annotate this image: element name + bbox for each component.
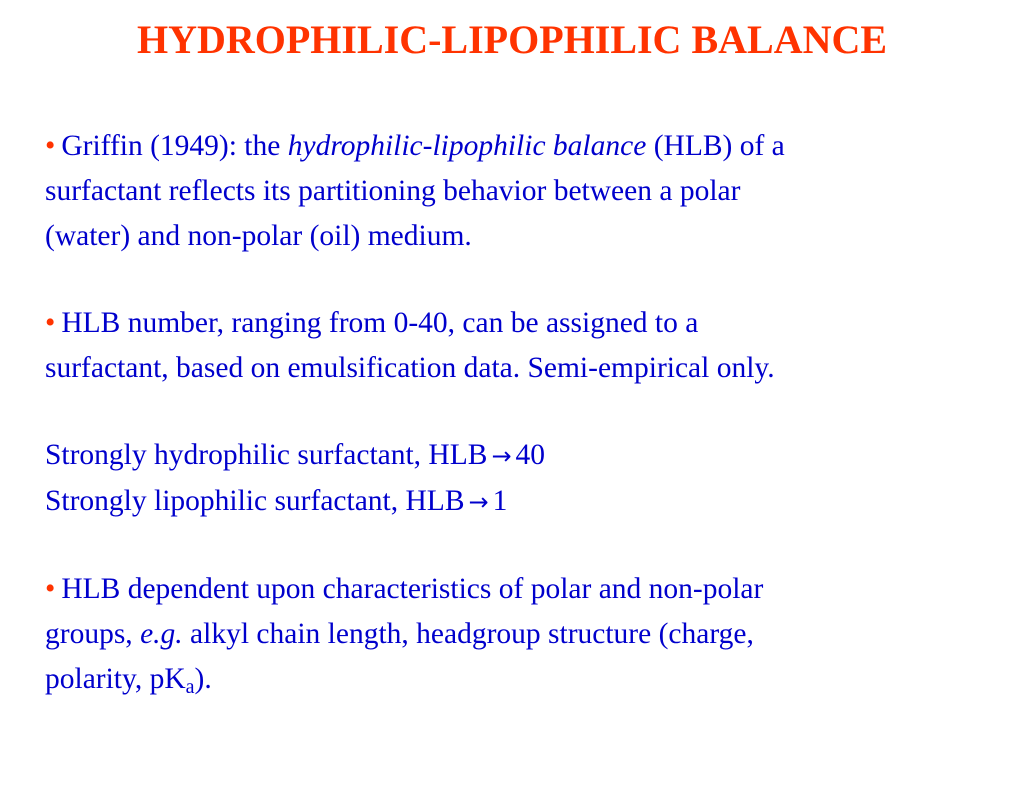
polarity-text: polarity, pK xyxy=(45,663,186,695)
eg-abbrev: e.g. xyxy=(140,618,183,650)
hydrophilic-label: Strongly hydrophilic surfactant, HLB xyxy=(45,439,488,471)
bullet-griffin-text-a: Griffin (1949): the xyxy=(61,130,281,162)
bullet-griffin-line-2: surfactant reflects its partitioning behavior between a polar xyxy=(45,175,741,207)
arrow-right-icon: → xyxy=(491,442,512,470)
hydrophilic-value: 40 xyxy=(515,439,546,471)
bullet-hlb-dependence-line-1 xyxy=(45,567,995,612)
arrow-right-icon: → xyxy=(468,488,489,516)
bullet-hlb-number-text: HLB number, ranging from 0-40, can be assigned to a xyxy=(61,307,699,339)
bullet-dot: • xyxy=(45,130,56,162)
lipophilic-label: Strongly lipophilic surfactant, HLB xyxy=(45,485,465,517)
polarity-close: ). xyxy=(194,663,212,695)
bullet-griffin-text-b: (HLB) of a xyxy=(653,130,785,162)
lipophilic-value: 1 xyxy=(492,485,508,517)
groups-detail: alkyl chain length, headgroup structure (charge, xyxy=(190,618,754,650)
bullet-dot: • xyxy=(45,307,56,339)
groups-text: groups, xyxy=(45,618,133,650)
slide-body xyxy=(45,124,995,702)
bullet-hlb-number xyxy=(45,301,995,391)
bullet-hlb-dependence-line-3 xyxy=(45,657,995,702)
pka-subscript: a xyxy=(185,676,195,698)
hlb-scale xyxy=(45,433,995,525)
bullet-dot: • xyxy=(45,573,56,605)
bullet-griffin-term: hydrophilic-lipophilic balance xyxy=(287,130,647,162)
bullet-griffin xyxy=(45,124,995,259)
bullet-griffin-line-1 xyxy=(45,124,995,169)
slide-title: HYDROPHILIC-LIPOPHILIC BALANCE xyxy=(136,17,888,62)
hlb-scale-hydrophilic xyxy=(45,433,995,479)
bullet-hlb-dependence-text: HLB dependent upon characteristics of polar and non-polar xyxy=(61,573,764,605)
bullet-hlb-dependence xyxy=(45,567,995,702)
hlb-scale-lipophilic xyxy=(45,479,995,525)
bullet-hlb-number-line-2: surfactant, based on emulsification data. Semi-empirical only. xyxy=(45,352,775,384)
bullet-griffin-line-3: (water) and non-polar (oil) medium. xyxy=(45,220,472,252)
bullet-hlb-number-line-1 xyxy=(45,301,995,346)
bullet-hlb-dependence-line-2 xyxy=(45,612,995,657)
